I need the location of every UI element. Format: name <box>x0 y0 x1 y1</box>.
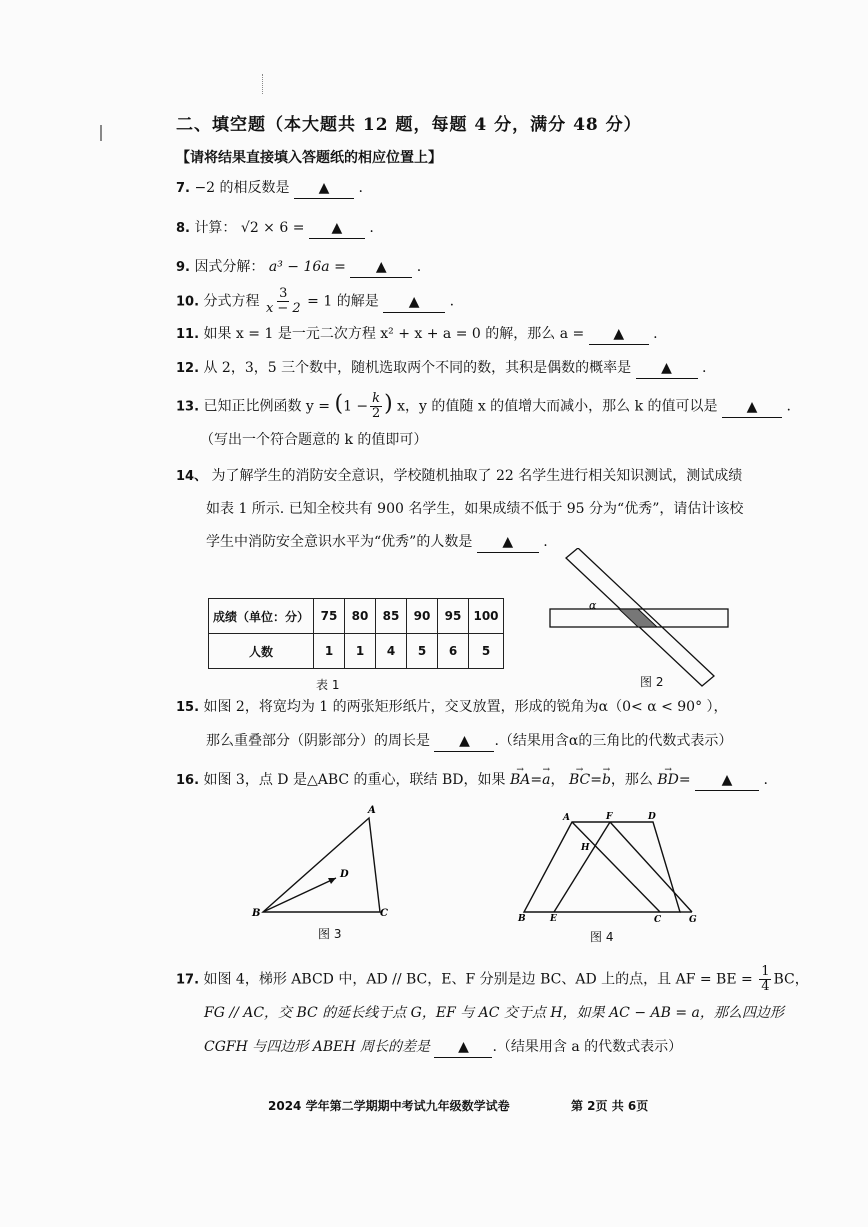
punct: . <box>358 180 363 196</box>
figure-4 <box>512 808 702 926</box>
question-text: 学生中消防安全意识水平为“优秀”的人数是 <box>206 534 473 550</box>
question-12 <box>176 358 706 379</box>
angle-label: α <box>589 599 597 612</box>
table-cell: 80 <box>345 599 376 634</box>
question-17-line2: FG // AC，交 BC 的延长线于点 G，EF 与 AC 交于点 H，如果 AC − AB = a，那么四边形 <box>204 1005 784 1021</box>
question-15-line2 <box>206 731 732 752</box>
question-text: .（结果用含 a 的代数式表示） <box>492 1039 683 1055</box>
vector-bc: → BC <box>569 770 590 790</box>
question-number: 8. <box>176 221 190 236</box>
figure-caption: 图 2 <box>640 675 664 689</box>
table-cell: 5 <box>407 634 438 669</box>
question-17-line3 <box>204 1037 682 1058</box>
question-15 <box>176 697 728 718</box>
answer-blank[interactable] <box>383 292 445 313</box>
math-expression: a³ − 16a = <box>268 259 346 275</box>
question-number: 11. <box>176 327 200 342</box>
answer-blank[interactable] <box>589 324 649 345</box>
question-17 <box>176 965 809 994</box>
segment-ef <box>554 822 610 912</box>
section-instruction: 【请将结果直接填入答题纸的相应位置上】 <box>176 150 442 166</box>
table-header-cell: 人数 <box>209 634 314 669</box>
question-number: 7. <box>176 181 190 196</box>
table-caption: 表 1 <box>316 678 340 692</box>
equals: = <box>590 772 602 788</box>
answer-blank[interactable] <box>636 358 698 379</box>
question-14 <box>176 466 742 487</box>
segment-bd <box>263 878 336 912</box>
segment-ac <box>572 822 660 912</box>
scan-mark <box>100 125 102 141</box>
vector-bd: → BD <box>657 770 679 790</box>
answer-blank[interactable] <box>294 178 354 199</box>
math-expression: 1 − <box>343 398 369 415</box>
question-text: .（结果用含α的三角比的代数式表示） <box>494 733 733 749</box>
question-11 <box>176 324 658 345</box>
answer-blank[interactable] <box>695 770 759 791</box>
point-label: A <box>368 805 376 816</box>
question-text: ，那么 <box>610 772 653 788</box>
scan-mark <box>262 74 273 94</box>
question-9 <box>176 257 421 278</box>
fraction <box>370 392 382 421</box>
question-number: 14、 <box>176 469 208 484</box>
numerator: k <box>372 391 381 406</box>
overlap-region <box>619 609 657 627</box>
answer-blank[interactable] <box>350 257 412 278</box>
question-number: 17. <box>176 972 200 988</box>
answer-blank[interactable] <box>477 532 539 553</box>
question-text: = 1 的解是 <box>307 293 379 310</box>
equals: = <box>530 772 543 788</box>
answer-mark: ▲ <box>318 180 330 196</box>
point-label: F <box>606 812 613 822</box>
table-header-cell: 成绩（单位：分） <box>209 599 314 634</box>
figure-caption: 图 4 <box>590 930 614 944</box>
question-13 <box>176 392 791 421</box>
figure-3 <box>248 798 398 928</box>
point-label: B <box>518 914 526 924</box>
vector-a: → a <box>542 770 550 790</box>
table-cell: 95 <box>438 599 469 634</box>
point-label: C <box>654 915 662 925</box>
punct: . <box>786 398 791 415</box>
question-text: −2 的相反数是 <box>194 180 290 196</box>
answer-mark: ▲ <box>721 772 733 788</box>
table-cell: 5 <box>469 634 504 669</box>
table-cell: 85 <box>376 599 407 634</box>
question-14-line3 <box>206 532 548 553</box>
question-text: x，y 的值随 x 的值增大而减小，那么 k 的值可以是 <box>397 398 718 415</box>
vector-ba: → BA <box>510 770 530 790</box>
point-label: E <box>550 914 557 924</box>
question-number: 13. <box>176 399 200 415</box>
vector-b: → b <box>602 770 611 790</box>
punct: . <box>763 772 768 788</box>
table-cell: 6 <box>438 634 469 669</box>
question-10 <box>176 287 454 316</box>
numerator: 1 <box>761 964 770 979</box>
answer-blank[interactable] <box>434 1037 492 1058</box>
question-number: 15. <box>176 700 200 715</box>
question-number: 16. <box>176 773 200 788</box>
question-text: 因式分解： <box>194 259 265 275</box>
answer-blank[interactable] <box>434 731 494 752</box>
question-text: 分式方程 <box>203 293 260 310</box>
question-text: 那么重叠部分（阴影部分）的周长是 <box>206 733 430 749</box>
table-cell: 4 <box>376 634 407 669</box>
table-cell: 90 <box>407 599 438 634</box>
answer-mark: ▲ <box>746 398 758 415</box>
score-table <box>208 598 504 669</box>
point-label: H <box>581 843 590 853</box>
answer-mark: ▲ <box>502 534 514 550</box>
fraction <box>266 287 301 316</box>
question-number: 12. <box>176 361 200 376</box>
question-text: 计算： <box>194 220 237 236</box>
question-text: BC， <box>773 971 809 988</box>
question-number: 10. <box>176 294 200 310</box>
table-cell: 1 <box>345 634 376 669</box>
table-cell: 75 <box>314 599 345 634</box>
answer-blank[interactable] <box>722 397 782 418</box>
point-label: G <box>689 915 697 925</box>
punct: . <box>653 326 658 342</box>
table-row <box>209 634 504 669</box>
question-16 <box>176 770 768 791</box>
denominator: x − 2 <box>265 301 301 316</box>
footer-page-number: 第 2页 共 6页 <box>571 1099 649 1113</box>
answer-mark: ▲ <box>458 1039 469 1055</box>
question-text: 为了解学生的消防安全意识，学校随机抽取了 22 名学生进行相关知识测试，测试成绩 <box>211 468 743 484</box>
question-13-hint: （写出一个符合题意的 k 的值即可） <box>200 432 428 448</box>
question-text: CGFH 与四边形 ABEH 周长的差是 <box>204 1039 430 1055</box>
figure-2 <box>540 548 740 688</box>
question-text: 如图 3，点 D 是△ABC 的重心，联结 BD，如果 <box>203 772 506 788</box>
triangle-abc <box>263 818 380 912</box>
numerator: 3 <box>279 286 288 301</box>
fraction <box>759 965 771 994</box>
section-title: 二、填空题（本大题共 12 题，每题 4 分，满分 48 分） <box>176 115 642 135</box>
answer-mark: ▲ <box>331 220 343 236</box>
answer-mark: ▲ <box>661 360 672 376</box>
question-text: 已知正比例函数 y = <box>203 398 331 415</box>
paren-close: ) <box>384 391 393 417</box>
answer-mark: ▲ <box>459 733 470 749</box>
question-text: 如图 2，将宽均为 1 的两张矩形纸片，交叉放置，形成的锐角为α（0< α < 90° ）， <box>203 699 728 715</box>
table-cell: 1 <box>314 634 345 669</box>
question-text: 如图 4，梯形 ABCD 中，AD // BC，E、F 分别是边 BC、AD 上的点，且 AF = BE = <box>203 971 753 988</box>
answer-mark: ▲ <box>613 326 625 342</box>
punct: . <box>449 293 455 310</box>
equals: = <box>678 772 691 788</box>
segment-fg <box>610 822 692 912</box>
punct: ， <box>550 772 565 788</box>
radical-sign: √ <box>240 220 250 236</box>
figure-caption: 图 3 <box>318 927 342 941</box>
question-text: 如果 x = 1 是一元二次方程 x² + x + a = 0 的解，那么 a = <box>203 326 585 342</box>
paren-open: ( <box>334 391 344 417</box>
answer-mark: ▲ <box>375 259 387 275</box>
question-number: 9. <box>176 260 190 275</box>
question-14-line2: 如表 1 所示. 已知全校共有 900 名学生，如果成绩不低于 95 分为“优秀”，请估计该校 <box>206 501 744 517</box>
point-label: D <box>648 812 656 822</box>
punct: . <box>416 259 422 275</box>
point-label: C <box>380 908 388 919</box>
sqrt-expression: 2 × 6 = <box>249 220 305 236</box>
question-7 <box>176 178 363 199</box>
question-8 <box>176 218 374 239</box>
question-text: 从 2，3，5 三个数中，随机选取两个不同的数，其积是偶数的概率是 <box>203 360 632 376</box>
table-cell: 100 <box>469 599 504 634</box>
answer-mark: ▲ <box>408 293 420 310</box>
punct: . <box>543 534 548 550</box>
punct: . <box>369 220 374 236</box>
footer-title: 2024 学年第二学期期中考试九年级数学试卷 <box>268 1099 510 1113</box>
point-label: B <box>252 908 261 919</box>
punct: . <box>702 360 707 376</box>
answer-blank[interactable] <box>309 218 365 239</box>
denominator: 2 <box>371 406 381 421</box>
denominator: 4 <box>761 979 770 994</box>
table-row <box>209 599 504 634</box>
point-label: D <box>340 869 349 880</box>
point-label: A <box>563 813 570 823</box>
